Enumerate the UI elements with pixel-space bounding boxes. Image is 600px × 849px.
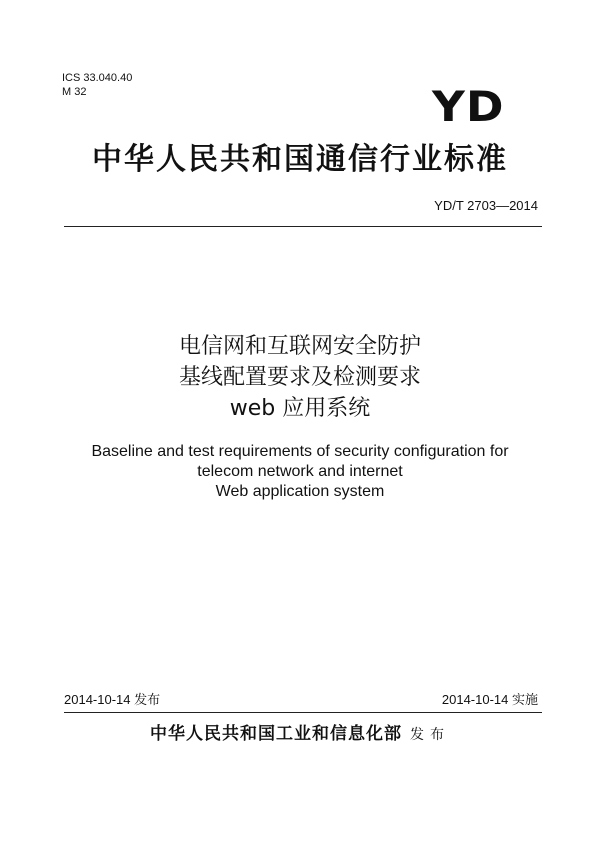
ics-code: ICS 33.040.40 [62, 72, 133, 84]
issuing-authority [0, 722, 600, 747]
chinese-title-line-1: 电信网和互联网安全防护 [178, 334, 421, 359]
ccs-code: M 32 [62, 86, 87, 98]
chinese-title-line-3: web 应用系统 [229, 396, 371, 421]
chinese-title [0, 331, 600, 424]
issuer-action: 发布 [410, 727, 450, 743]
implement-date: 2014-10-14 实施 [441, 692, 538, 707]
publish-date: 2014-10-14 发布 [64, 692, 161, 707]
yd-logo: YD [432, 82, 505, 131]
english-title-line-2: telecom network and internet [197, 463, 403, 480]
top-divider [64, 226, 542, 227]
issuer-name: 中华人民共和国工业和信息化部 [150, 724, 402, 744]
bottom-divider [64, 712, 542, 713]
standard-number: YD/T 2703—2014 [434, 198, 538, 213]
english-title [0, 442, 600, 502]
chinese-title-line-2: 基线配置要求及检测要求 [178, 365, 421, 390]
english-title-line-1: Baseline and test requirements of security configuration for [91, 443, 509, 460]
classification-codes [62, 71, 132, 99]
standard-category-title: 中华人民共和国通信行业标准 [92, 142, 508, 177]
english-title-line-3: Web application system [215, 483, 385, 500]
